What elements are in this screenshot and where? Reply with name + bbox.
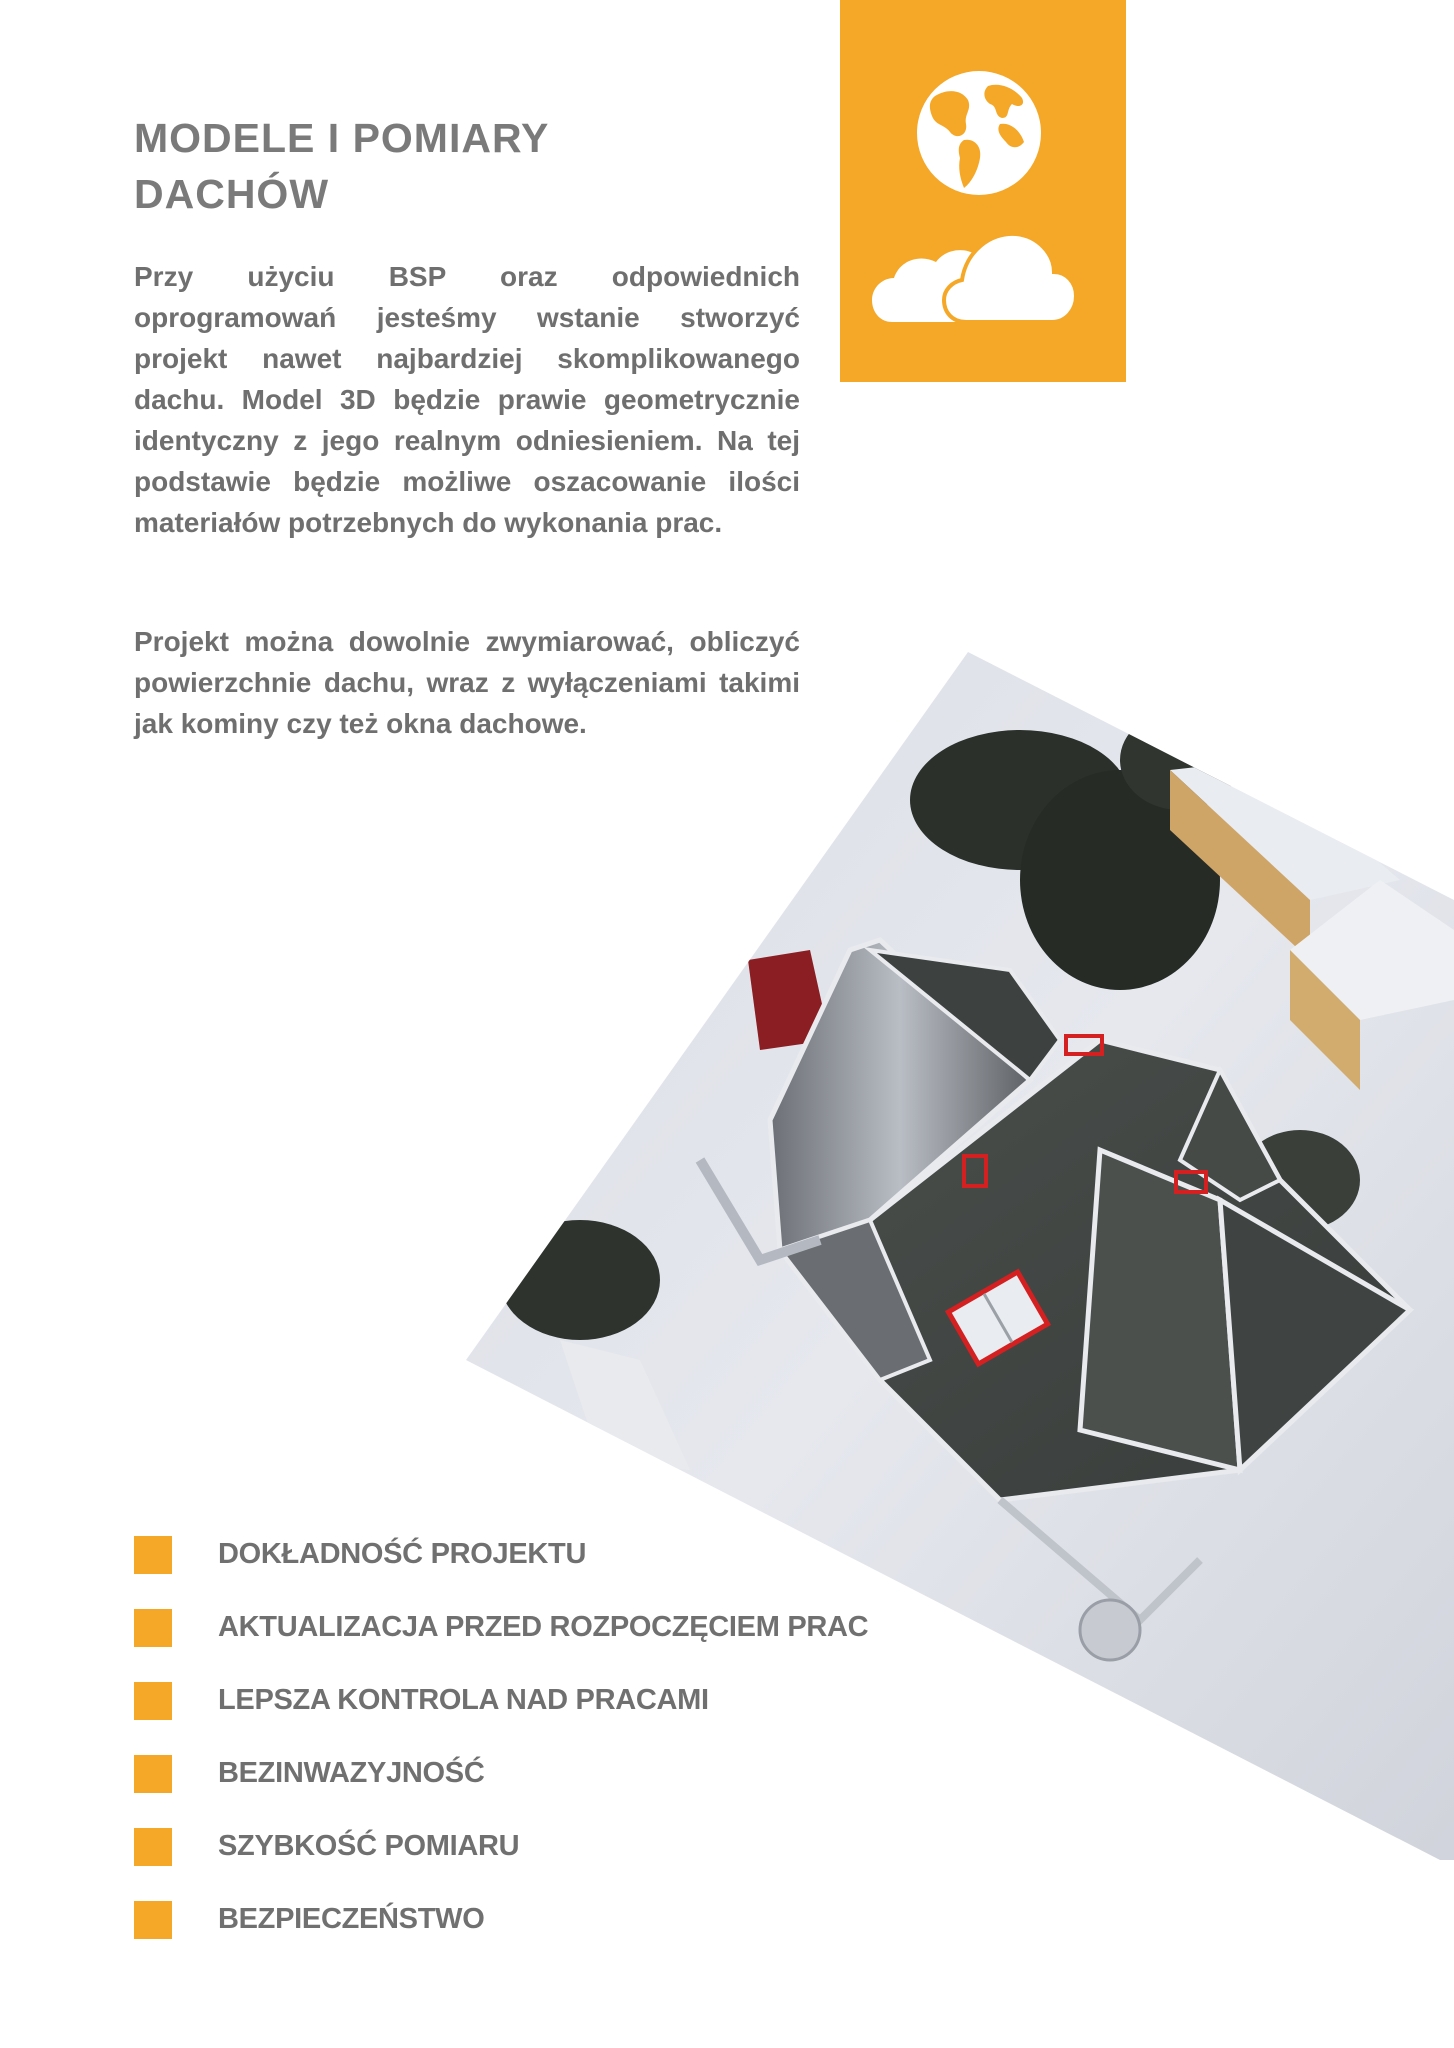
square-bullet-icon bbox=[134, 1536, 172, 1574]
title-line-2: DACHÓW bbox=[134, 171, 330, 217]
square-bullet-icon bbox=[134, 1828, 172, 1866]
feature-label: BEZINWAZYJNOŚĆ bbox=[218, 1757, 485, 1789]
list-item bbox=[134, 1737, 868, 1810]
feature-label: DOKŁADNOŚĆ PROJEKTU bbox=[218, 1538, 587, 1570]
list-item bbox=[134, 1518, 868, 1591]
list-item bbox=[134, 1664, 868, 1737]
measurement-paragraph: Projekt można dowolnie zwymiarować, obliczyć powierzchnie dachu, wraz z wyłączeniami takimi jak kominy czy też okna dachowe. bbox=[134, 626, 800, 739]
list-item bbox=[134, 1591, 868, 1664]
intro-paragraph: Przy użyciu BSP oraz odpowiednich oprogramowań jesteśmy wstanie stworzyć projekt nawet najbardziej skomplikowanego dachu. Model 3D będzie prawie geometrycznie identyczny z jego realnym odniesieniem. Na tej podstawie będzie możliwe oszacowanie ilości materiałów potrzebnych do wykonania prac. bbox=[134, 261, 800, 538]
feature-label: AKTUALIZACJA PRZED ROZPOCZĘCIEM PRAC bbox=[218, 1611, 869, 1643]
features-list bbox=[134, 1518, 868, 1956]
square-bullet-icon bbox=[134, 1682, 172, 1720]
square-bullet-icon bbox=[134, 1609, 172, 1647]
title-line-1: MODELE I POMIARY bbox=[134, 115, 550, 161]
list-item bbox=[134, 1883, 868, 1956]
square-bullet-icon bbox=[134, 1755, 172, 1793]
feature-label: SZYBKOŚĆ POMIARU bbox=[218, 1830, 520, 1862]
feature-label: BEZPIECZEŃSTWO bbox=[218, 1903, 485, 1935]
feature-label: LEPSZA KONTROLA NAD PRACAMI bbox=[218, 1684, 709, 1716]
square-bullet-icon bbox=[134, 1901, 172, 1939]
list-item bbox=[134, 1810, 868, 1883]
